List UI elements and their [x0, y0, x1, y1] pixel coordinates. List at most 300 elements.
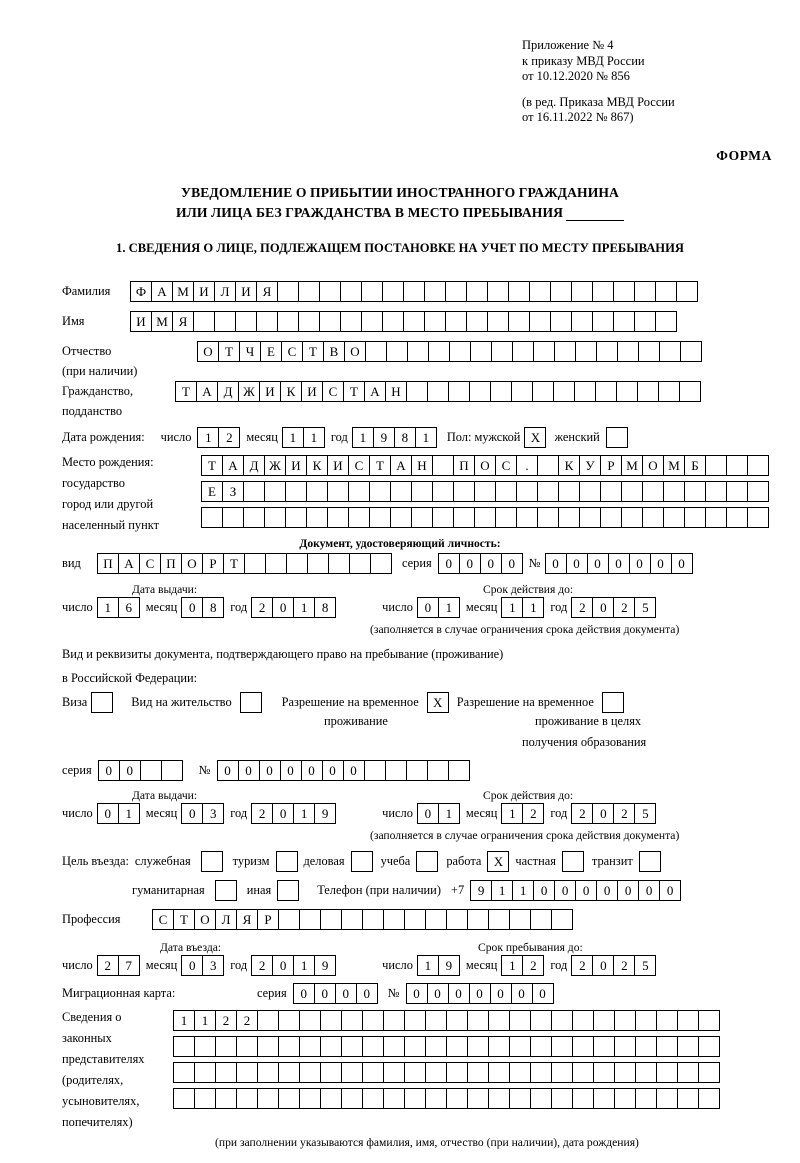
cell[interactable] — [428, 341, 450, 362]
cell[interactable] — [469, 381, 491, 402]
stay-doc-valid-year-input[interactable] — [571, 803, 656, 824]
cell[interactable]: 0 — [98, 760, 120, 781]
cell[interactable]: С — [495, 455, 517, 476]
cell[interactable]: К — [558, 455, 580, 476]
cell[interactable] — [349, 553, 371, 574]
cell[interactable] — [680, 341, 702, 362]
cell[interactable] — [621, 481, 643, 502]
cell[interactable]: О — [474, 455, 496, 476]
cell[interactable]: 1 — [522, 597, 544, 618]
cell[interactable] — [319, 311, 341, 332]
cell[interactable] — [532, 381, 554, 402]
cell[interactable] — [362, 909, 384, 930]
cell[interactable] — [411, 481, 433, 502]
cell[interactable]: 0 — [629, 553, 651, 574]
cell[interactable]: 0 — [592, 803, 614, 824]
cell[interactable]: А — [196, 381, 218, 402]
cell[interactable] — [365, 341, 387, 362]
cell[interactable]: Б — [684, 455, 706, 476]
cell[interactable]: 0 — [335, 983, 357, 1004]
cell[interactable]: 2 — [613, 597, 635, 618]
cell[interactable] — [427, 381, 449, 402]
cell[interactable] — [446, 1088, 468, 1109]
cell[interactable] — [656, 1062, 678, 1083]
cell[interactable] — [747, 481, 769, 502]
cell[interactable]: 0 — [448, 983, 470, 1004]
cell[interactable] — [747, 507, 769, 528]
cell[interactable] — [579, 507, 601, 528]
cell[interactable] — [530, 1036, 552, 1057]
citizenship-input[interactable] — [175, 381, 701, 402]
cell[interactable] — [299, 1010, 321, 1031]
cell[interactable]: Р — [600, 455, 622, 476]
cell[interactable]: Н — [385, 381, 407, 402]
cell[interactable] — [364, 760, 386, 781]
cell[interactable]: 0 — [545, 553, 567, 574]
cell[interactable]: 2 — [215, 1010, 237, 1031]
id-doc-issue-day-input[interactable] — [97, 597, 140, 618]
patronymic-input[interactable] — [197, 341, 702, 362]
cell[interactable]: 0 — [272, 597, 294, 618]
cell[interactable]: А — [390, 455, 412, 476]
cell[interactable]: 1 — [438, 597, 460, 618]
cell[interactable] — [614, 1010, 636, 1031]
cell[interactable] — [383, 1010, 405, 1031]
cell[interactable]: Е — [201, 481, 223, 502]
cell[interactable]: 8 — [202, 597, 224, 618]
cell[interactable]: С — [281, 341, 303, 362]
cell[interactable]: 1 — [501, 597, 523, 618]
cell[interactable] — [406, 381, 428, 402]
cell[interactable] — [593, 1088, 615, 1109]
cell[interactable] — [382, 281, 404, 302]
cell[interactable] — [516, 507, 538, 528]
cell[interactable]: 1 — [417, 955, 439, 976]
sex-male-checkbox[interactable]: X — [524, 427, 546, 448]
cell[interactable]: 1 — [352, 427, 374, 448]
cell[interactable] — [747, 455, 769, 476]
cell[interactable]: А — [364, 381, 386, 402]
cell[interactable] — [319, 281, 341, 302]
stay-doc-valid-day-input[interactable] — [417, 803, 460, 824]
cell[interactable] — [533, 341, 555, 362]
cell[interactable] — [491, 341, 513, 362]
cell[interactable] — [404, 1036, 426, 1057]
cell[interactable]: 0 — [356, 983, 378, 1004]
cell[interactable] — [512, 341, 534, 362]
residence-permit-checkbox[interactable] — [240, 692, 262, 713]
cell[interactable]: Т — [173, 909, 195, 930]
cell[interactable] — [656, 1010, 678, 1031]
cell[interactable] — [495, 507, 517, 528]
cell[interactable]: 0 — [566, 553, 588, 574]
cell[interactable] — [406, 760, 428, 781]
cell[interactable] — [595, 381, 617, 402]
cell[interactable]: 5 — [634, 803, 656, 824]
cell[interactable]: Д — [243, 455, 265, 476]
cell[interactable] — [257, 1088, 279, 1109]
cell[interactable] — [299, 1036, 321, 1057]
cell[interactable] — [677, 1036, 699, 1057]
purpose-private-checkbox[interactable] — [562, 851, 584, 872]
cell[interactable] — [488, 1036, 510, 1057]
cell[interactable] — [214, 311, 236, 332]
cell[interactable]: 1 — [438, 803, 460, 824]
cell[interactable]: 0 — [608, 553, 630, 574]
cell[interactable]: 0 — [533, 880, 555, 901]
cell[interactable]: И — [301, 381, 323, 402]
cell[interactable] — [551, 1088, 573, 1109]
cell[interactable] — [390, 507, 412, 528]
cell[interactable]: Т — [175, 381, 197, 402]
cell[interactable] — [558, 481, 580, 502]
id-doc-number-input[interactable] — [545, 553, 693, 574]
cell[interactable]: 1 — [501, 955, 523, 976]
purpose-humanitarian-checkbox[interactable] — [215, 880, 237, 901]
cell[interactable] — [432, 507, 454, 528]
cell[interactable] — [265, 553, 287, 574]
cell[interactable]: О — [197, 341, 219, 362]
purpose-tourism-checkbox[interactable] — [276, 851, 298, 872]
cell[interactable] — [361, 311, 383, 332]
cell[interactable] — [407, 341, 429, 362]
cell[interactable]: 0 — [272, 955, 294, 976]
cell[interactable]: 0 — [659, 880, 681, 901]
purpose-work-checkbox[interactable]: X — [487, 851, 509, 872]
cell[interactable]: 5 — [634, 955, 656, 976]
cell[interactable]: М — [621, 455, 643, 476]
cell[interactable]: И — [327, 455, 349, 476]
cell[interactable]: 0 — [314, 983, 336, 1004]
cell[interactable] — [432, 455, 454, 476]
cell[interactable] — [551, 1036, 573, 1057]
cell[interactable]: С — [348, 455, 370, 476]
cell[interactable] — [362, 1088, 384, 1109]
id-doc-type-input[interactable] — [97, 553, 392, 574]
cell[interactable]: В — [323, 341, 345, 362]
cell[interactable] — [511, 381, 533, 402]
cell[interactable] — [488, 909, 510, 930]
entry-year-input[interactable] — [251, 955, 336, 976]
cell[interactable] — [328, 553, 350, 574]
cell[interactable] — [656, 1036, 678, 1057]
cell[interactable]: 0 — [272, 803, 294, 824]
cell[interactable] — [659, 341, 681, 362]
cell[interactable]: У — [579, 455, 601, 476]
cell[interactable] — [467, 1088, 489, 1109]
stay-to-month-input[interactable] — [501, 955, 544, 976]
cell[interactable] — [257, 1036, 279, 1057]
cell[interactable] — [596, 341, 618, 362]
entry-month-input[interactable] — [181, 955, 224, 976]
cell[interactable]: 6 — [118, 597, 140, 618]
cell[interactable] — [698, 1010, 720, 1031]
cell[interactable] — [340, 311, 362, 332]
cell[interactable]: Н — [411, 455, 433, 476]
birth-year-input[interactable] — [352, 427, 437, 448]
cell[interactable] — [277, 311, 299, 332]
cell[interactable] — [404, 909, 426, 930]
cell[interactable]: 2 — [251, 803, 273, 824]
cell[interactable] — [613, 311, 635, 332]
cell[interactable] — [320, 1010, 342, 1031]
cell[interactable]: И — [285, 455, 307, 476]
cell[interactable] — [278, 1010, 300, 1031]
cell[interactable]: О — [344, 341, 366, 362]
cell[interactable] — [634, 311, 656, 332]
cell[interactable]: 0 — [417, 803, 439, 824]
cell[interactable] — [362, 1010, 384, 1031]
cell[interactable] — [642, 481, 664, 502]
stay-doc-number-input[interactable] — [217, 760, 470, 781]
cell[interactable] — [529, 281, 551, 302]
cell[interactable] — [173, 1088, 195, 1109]
cell[interactable] — [726, 455, 748, 476]
name-input[interactable] — [130, 311, 677, 332]
cell[interactable] — [243, 507, 265, 528]
cell[interactable] — [383, 1062, 405, 1083]
cell[interactable] — [403, 281, 425, 302]
cell[interactable] — [467, 1062, 489, 1083]
cell[interactable]: Д — [217, 381, 239, 402]
cell[interactable]: 0 — [417, 597, 439, 618]
cell[interactable] — [698, 1036, 720, 1057]
cell[interactable] — [550, 281, 572, 302]
id-doc-valid-month-input[interactable] — [501, 597, 544, 618]
cell[interactable]: 1 — [415, 427, 437, 448]
cell[interactable] — [243, 481, 265, 502]
cell[interactable] — [425, 1010, 447, 1031]
cell[interactable] — [278, 1036, 300, 1057]
cell[interactable]: 1 — [194, 1010, 216, 1031]
cell[interactable]: О — [194, 909, 216, 930]
purpose-official-checkbox[interactable] — [201, 851, 223, 872]
cell[interactable] — [537, 507, 559, 528]
cell[interactable] — [348, 507, 370, 528]
cell[interactable] — [341, 1062, 363, 1083]
purpose-study-checkbox[interactable] — [416, 851, 438, 872]
cell[interactable]: М — [663, 455, 685, 476]
cell[interactable] — [537, 481, 559, 502]
cell[interactable]: 7 — [118, 955, 140, 976]
cell[interactable] — [600, 507, 622, 528]
birth-day-input[interactable] — [197, 427, 240, 448]
cell[interactable]: А — [118, 553, 140, 574]
stay-doc-issue-year-input[interactable] — [251, 803, 336, 824]
representatives-line4-input[interactable] — [173, 1088, 720, 1109]
cell[interactable]: 2 — [571, 597, 593, 618]
cell[interactable]: Р — [202, 553, 224, 574]
edu-residence-checkbox[interactable] — [602, 692, 624, 713]
cell[interactable] — [638, 341, 660, 362]
cell[interactable]: П — [453, 455, 475, 476]
cell[interactable]: 2 — [236, 1010, 258, 1031]
cell[interactable]: 0 — [280, 760, 302, 781]
cell[interactable] — [278, 909, 300, 930]
cell[interactable] — [425, 1062, 447, 1083]
cell[interactable] — [307, 553, 329, 574]
temp-residence-checkbox[interactable]: X — [427, 692, 449, 713]
cell[interactable] — [509, 1010, 531, 1031]
cell[interactable]: Я — [256, 281, 278, 302]
cell[interactable] — [467, 909, 489, 930]
cell[interactable] — [571, 281, 593, 302]
cell[interactable] — [553, 381, 575, 402]
cell[interactable]: 0 — [293, 983, 315, 1004]
cell[interactable] — [467, 1036, 489, 1057]
cell[interactable] — [194, 1062, 216, 1083]
cell[interactable] — [593, 1010, 615, 1031]
stay-doc-issue-day-input[interactable] — [97, 803, 140, 824]
cell[interactable] — [299, 909, 321, 930]
cell[interactable] — [614, 1036, 636, 1057]
representatives-line-2[interactable] — [173, 1036, 720, 1057]
cell[interactable]: И — [259, 381, 281, 402]
cell[interactable] — [383, 1088, 405, 1109]
cell[interactable]: С — [139, 553, 161, 574]
cell[interactable] — [698, 1088, 720, 1109]
cell[interactable] — [222, 507, 244, 528]
cell[interactable]: 0 — [259, 760, 281, 781]
cell[interactable]: И — [130, 311, 152, 332]
cell[interactable] — [370, 553, 392, 574]
cell[interactable]: С — [152, 909, 174, 930]
cell[interactable]: 0 — [480, 553, 502, 574]
cell[interactable]: Я — [236, 909, 258, 930]
cell[interactable] — [425, 1036, 447, 1057]
cell[interactable] — [508, 281, 530, 302]
cell[interactable] — [551, 909, 573, 930]
cell[interactable] — [487, 281, 509, 302]
cell[interactable] — [306, 481, 328, 502]
cell[interactable] — [616, 381, 638, 402]
cell[interactable] — [663, 481, 685, 502]
entry-day-input[interactable] — [97, 955, 140, 976]
cell[interactable]: 2 — [571, 803, 593, 824]
cell[interactable] — [432, 481, 454, 502]
cell[interactable]: Л — [214, 281, 236, 302]
id-doc-issue-year-input[interactable] — [251, 597, 336, 618]
cell[interactable] — [490, 381, 512, 402]
representatives-line-1[interactable] — [173, 1010, 720, 1031]
cell[interactable]: 2 — [613, 803, 635, 824]
cell[interactable] — [256, 311, 278, 332]
cell[interactable]: П — [160, 553, 182, 574]
cell[interactable] — [487, 311, 509, 332]
cell[interactable] — [299, 1088, 321, 1109]
stay-doc-valid-month-input[interactable] — [501, 803, 544, 824]
cell[interactable]: 1 — [173, 1010, 195, 1031]
cell[interactable]: 0 — [490, 983, 512, 1004]
cell[interactable] — [390, 481, 412, 502]
purpose-other-checkbox[interactable] — [277, 880, 299, 901]
cell[interactable] — [551, 1010, 573, 1031]
cell[interactable]: 0 — [322, 760, 344, 781]
cell[interactable] — [614, 1088, 636, 1109]
cell[interactable]: 0 — [181, 597, 203, 618]
cell[interactable]: 0 — [638, 880, 660, 901]
cell[interactable] — [684, 507, 706, 528]
cell[interactable]: А — [222, 455, 244, 476]
cell[interactable] — [529, 311, 551, 332]
cell[interactable]: 0 — [575, 880, 597, 901]
cell[interactable] — [621, 507, 643, 528]
cell[interactable] — [285, 507, 307, 528]
cell[interactable]: Ч — [239, 341, 261, 362]
birth-place-line2-input[interactable] — [201, 481, 769, 502]
cell[interactable] — [298, 281, 320, 302]
cell[interactable] — [235, 311, 257, 332]
cell[interactable] — [634, 281, 656, 302]
id-doc-valid-day-input[interactable] — [417, 597, 460, 618]
cell[interactable] — [613, 281, 635, 302]
birth-place-line-1[interactable] — [201, 455, 769, 476]
cell[interactable] — [575, 341, 597, 362]
cell[interactable] — [530, 1088, 552, 1109]
cell[interactable]: 0 — [532, 983, 554, 1004]
cell[interactable] — [285, 481, 307, 502]
cell[interactable]: 1 — [197, 427, 219, 448]
cell[interactable] — [278, 1062, 300, 1083]
cell[interactable]: 0 — [181, 803, 203, 824]
migration-card-number-input[interactable] — [406, 983, 554, 1004]
cell[interactable] — [676, 281, 698, 302]
cell[interactable] — [369, 481, 391, 502]
cell[interactable]: 0 — [596, 880, 618, 901]
cell[interactable] — [193, 311, 215, 332]
cell[interactable] — [173, 1062, 195, 1083]
cell[interactable] — [474, 507, 496, 528]
sex-female-checkbox[interactable] — [606, 427, 628, 448]
cell[interactable] — [558, 507, 580, 528]
cell[interactable] — [508, 311, 530, 332]
cell[interactable]: Т — [369, 455, 391, 476]
cell[interactable] — [161, 760, 183, 781]
cell[interactable] — [278, 1088, 300, 1109]
cell[interactable] — [236, 1062, 258, 1083]
cell[interactable]: Р — [257, 909, 279, 930]
representatives-line2-input[interactable] — [173, 1036, 720, 1057]
cell[interactable] — [698, 1062, 720, 1083]
cell[interactable] — [656, 1088, 678, 1109]
cell[interactable] — [655, 281, 677, 302]
cell[interactable] — [449, 341, 471, 362]
cell[interactable] — [677, 1010, 699, 1031]
cell[interactable]: Т — [218, 341, 240, 362]
cell[interactable] — [320, 909, 342, 930]
cell[interactable] — [509, 1036, 531, 1057]
cell[interactable]: 1 — [293, 597, 315, 618]
cell[interactable] — [726, 481, 748, 502]
cell[interactable] — [194, 1088, 216, 1109]
cell[interactable] — [448, 760, 470, 781]
cell[interactable]: 9 — [373, 427, 395, 448]
cell[interactable] — [215, 1036, 237, 1057]
cell[interactable]: И — [235, 281, 257, 302]
representatives-line-3[interactable] — [173, 1062, 720, 1083]
cell[interactable] — [655, 311, 677, 332]
cell[interactable]: 2 — [218, 427, 240, 448]
cell[interactable] — [592, 311, 614, 332]
cell[interactable] — [705, 481, 727, 502]
cell[interactable] — [572, 1036, 594, 1057]
cell[interactable]: К — [280, 381, 302, 402]
phone-input[interactable] — [470, 880, 681, 901]
cell[interactable] — [572, 1062, 594, 1083]
cell[interactable]: М — [172, 281, 194, 302]
cell[interactable]: 0 — [501, 553, 523, 574]
cell[interactable] — [140, 760, 162, 781]
